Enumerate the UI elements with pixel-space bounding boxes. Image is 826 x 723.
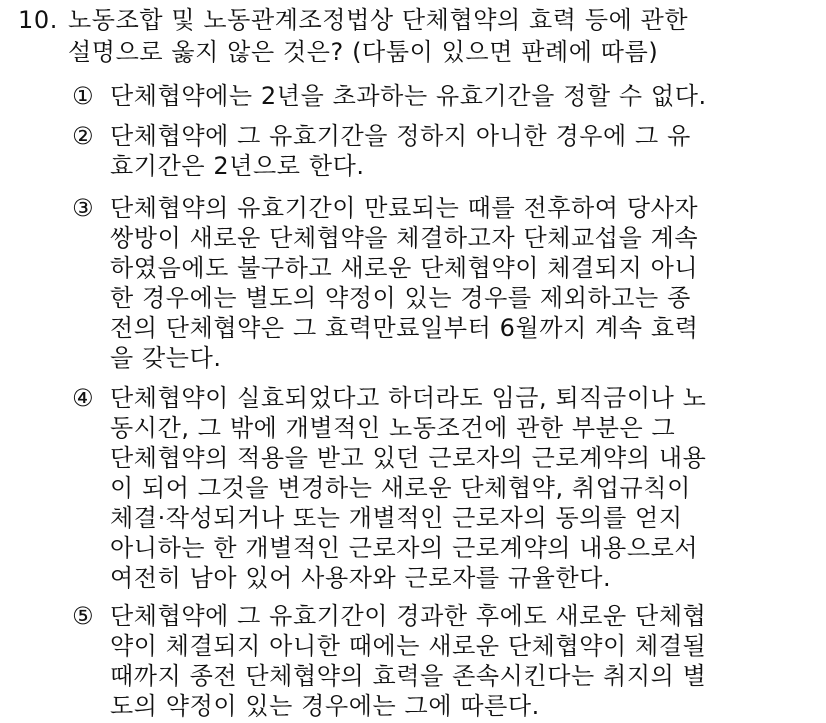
option-3-text-line: 한 경우에는 별도의 약정이 있는 경우를 제외하고는 종	[110, 284, 691, 312]
option-3-text-line: 을 갖는다.	[110, 344, 222, 372]
question-text-line: 노동조합 및 노동관계조정법상 단체협약의 효력 등에 관한	[68, 6, 689, 34]
option-5-text-line: 때까지 종전 단체협약의 효력을 존속시킨다는 취지의 별	[110, 662, 707, 690]
option-3-text-line: 하였음에도 불구하고 새로운 단체협약이 체결되지 아니	[110, 254, 699, 282]
option-2-text-line: 효기간은 2년으로 한다.	[110, 152, 365, 180]
option-5-text-line: 약이 체결되지 아니한 때에는 새로운 단체협약이 체결될	[110, 632, 707, 660]
option-2-marker: ②	[72, 122, 95, 150]
option-4-text-line: 이 되어 그것을 변경하는 새로운 단체협약, 취업규칙이	[110, 474, 691, 502]
option-4-marker: ④	[72, 384, 95, 412]
option-4-text-line: 단체협약이 실효되었다고 하더라도 임금, 퇴직금이나 노	[110, 384, 707, 412]
option-2-text-line: 단체협약에 그 유효기간을 정하지 아니한 경우에 그 유	[110, 122, 691, 150]
option-5-text-line: 단체협약에 그 유효기간이 경과한 후에도 새로운 단체협	[110, 602, 707, 630]
option-5-text-line: 도의 약정이 있는 경우에는 그에 따른다.	[110, 692, 540, 720]
option-3-text-line: 단체협약의 유효기간이 만료되는 때를 전후하여 당사자	[110, 194, 699, 222]
option-3-text-line: 쌍방이 새로운 단체협약을 체결하고자 단체교섭을 계속	[110, 224, 699, 252]
option-5-marker: ⑤	[72, 602, 95, 630]
option-1-text-line: 단체협약에는 2년을 초과하는 유효기간을 정할 수 없다.	[110, 82, 707, 110]
option-3-marker: ③	[72, 194, 95, 222]
option-1-marker: ①	[72, 82, 95, 110]
option-4-text-line: 단체협약의 적용을 받고 있던 근로자의 근로계약의 내용	[110, 444, 707, 472]
question-number: 10.	[18, 6, 58, 34]
question-text-line: 설명으로 옳지 않은 것은? (다툼이 있으면 판례에 따름)	[68, 38, 659, 66]
option-4-text-line: 여전히 남아 있어 사용자와 근로자를 규율한다.	[110, 564, 612, 592]
option-4-text-line: 아니하는 한 개별적인 근로자의 근로계약의 내용으로서	[110, 534, 699, 562]
option-4-text-line: 동시간, 그 밖에 개별적인 노동조건에 관한 부분은 그	[110, 414, 676, 442]
option-4-text-line: 체결·작성되거나 또는 개별적인 근로자의 동의를 얻지	[110, 504, 683, 532]
option-3-text-line: 전의 단체협약은 그 효력만료일부터 6월까지 계속 효력	[110, 314, 699, 342]
